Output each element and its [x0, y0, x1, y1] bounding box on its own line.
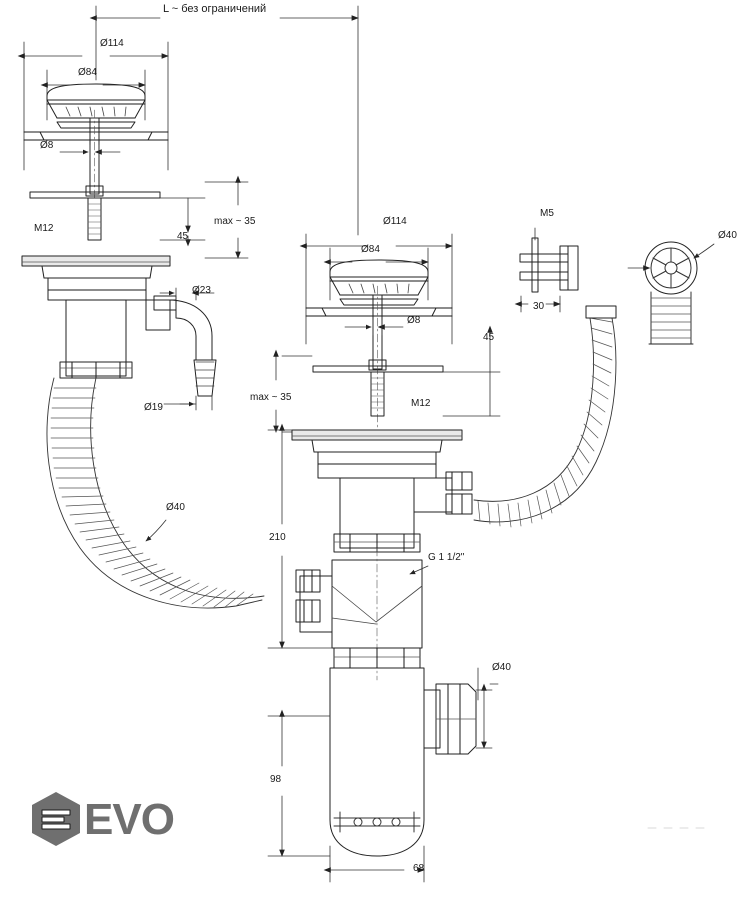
label-d114-top: Ø114	[100, 38, 124, 49]
label-45-mid: 45	[483, 332, 495, 343]
logo-text: EVO	[84, 795, 174, 844]
label-d114-mid: Ø114	[383, 216, 407, 227]
label-m12-mid: M12	[411, 398, 431, 409]
label-d8-mid: Ø8	[407, 315, 421, 326]
label-210: 210	[269, 532, 286, 543]
label-98: 98	[270, 774, 282, 785]
label-30: 30	[533, 301, 545, 312]
label-d8-top: Ø8	[40, 140, 54, 151]
label-68: 68	[413, 863, 425, 874]
label-l-unlimited: L ~ без ограничений	[163, 3, 267, 15]
label-d84-top: Ø84	[78, 67, 97, 78]
label-d84-mid: Ø84	[361, 244, 380, 255]
label-max35-top: max ~ 35	[214, 216, 256, 227]
label-g112: G 1 1/2"	[428, 552, 465, 563]
label-max35-mid: max ~ 35	[250, 392, 292, 403]
label-d40-trap-out: Ø40	[492, 662, 511, 673]
label-45-top: 45	[177, 231, 189, 242]
logo-hex-mark	[32, 792, 80, 846]
label-m12-top: M12	[34, 223, 54, 234]
label-m5: M5	[540, 208, 554, 219]
label-d40-strainer: Ø40	[718, 230, 737, 241]
label-d19: Ø19	[144, 402, 163, 413]
label-d40-left-hose: Ø40	[166, 502, 185, 513]
label-d23: Ø23	[192, 285, 211, 296]
